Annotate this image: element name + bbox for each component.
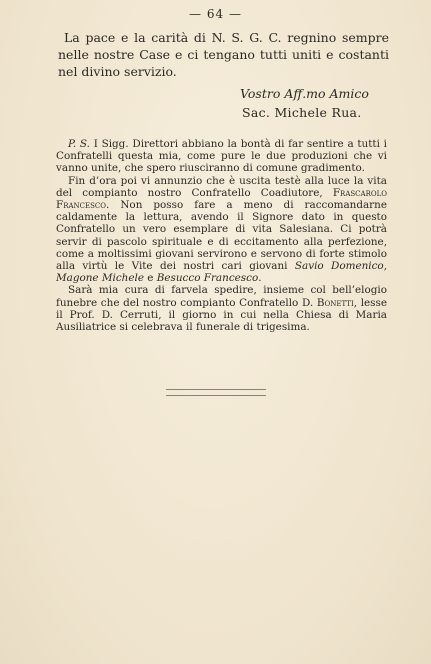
postscript-paragraph-3-text-a: Sarà mia cura di farvela spedire, insieme col bell’elogio funebre che del nostro compianto Confratello D. [56,284,387,309]
double-rule-separator [166,389,266,396]
page-number: — 64 — [189,7,242,21]
postscript-paragraph-2-text-b: . Non posso fare a meno di raccomandarne caldamente la lettura, avendo il Signore dato in questo Confratello un vero esemplare di vita Salesiana. Ci potrà servir di pascolo spirituale e di eccitamento alla perfezione, come a moltissimi giovani servirono e servono di forte stimolo alla virtù le Vite dei nostri cari giovani [56,199,387,273]
postscript-paragraph-2-text-a: Fin d’ora poi vi annunzio che è uscita testè alla luce la vita del compianto nostro Confratello Coadiutore, [56,174,387,199]
closing-salutation: Vostro Aff.mo Amico [240,86,369,101]
bonetti-name: Bonetti [316,296,354,309]
postscript-block [56,138,387,333]
postscript-paragraph-2 [56,175,387,285]
postscript-paragraph-3 [56,284,387,333]
postscript-label: P. S. [68,138,90,150]
signature: Sac. Michele Rua. [242,105,362,120]
young-names: Savio Domenico, Magone Michele [56,260,387,285]
young-name-last: Besucco Francesco [156,272,259,285]
conjunction: e [143,272,157,285]
confratello-name: Frascarolo Francesco [56,186,387,212]
postscript-paragraph-1-text: I Sigg. Direttori abbiano la bontà di far sentire a tutti i Confratelli questa mia, come pure le due produzioni che vi vanno unite, che spero riusciranno di comune gradimento. [56,138,387,175]
postscript-paragraph-2-end: . [258,272,262,285]
postscript-paragraph-1 [56,138,387,175]
main-paragraph-block [58,29,389,80]
main-paragraph: La pace e la carità di N. S. G. C. regnino sempre nelle nostre Case e ci tengano tutti uniti e costanti nel divino servizio. [58,30,389,79]
postscript-paragraph-3-text-b: , lesse il Prof. D. Cerruti, il giorno in cui nella Chiesa di Maria Ausiliatrice si celebrava il funerale di trigesima. [56,296,387,334]
